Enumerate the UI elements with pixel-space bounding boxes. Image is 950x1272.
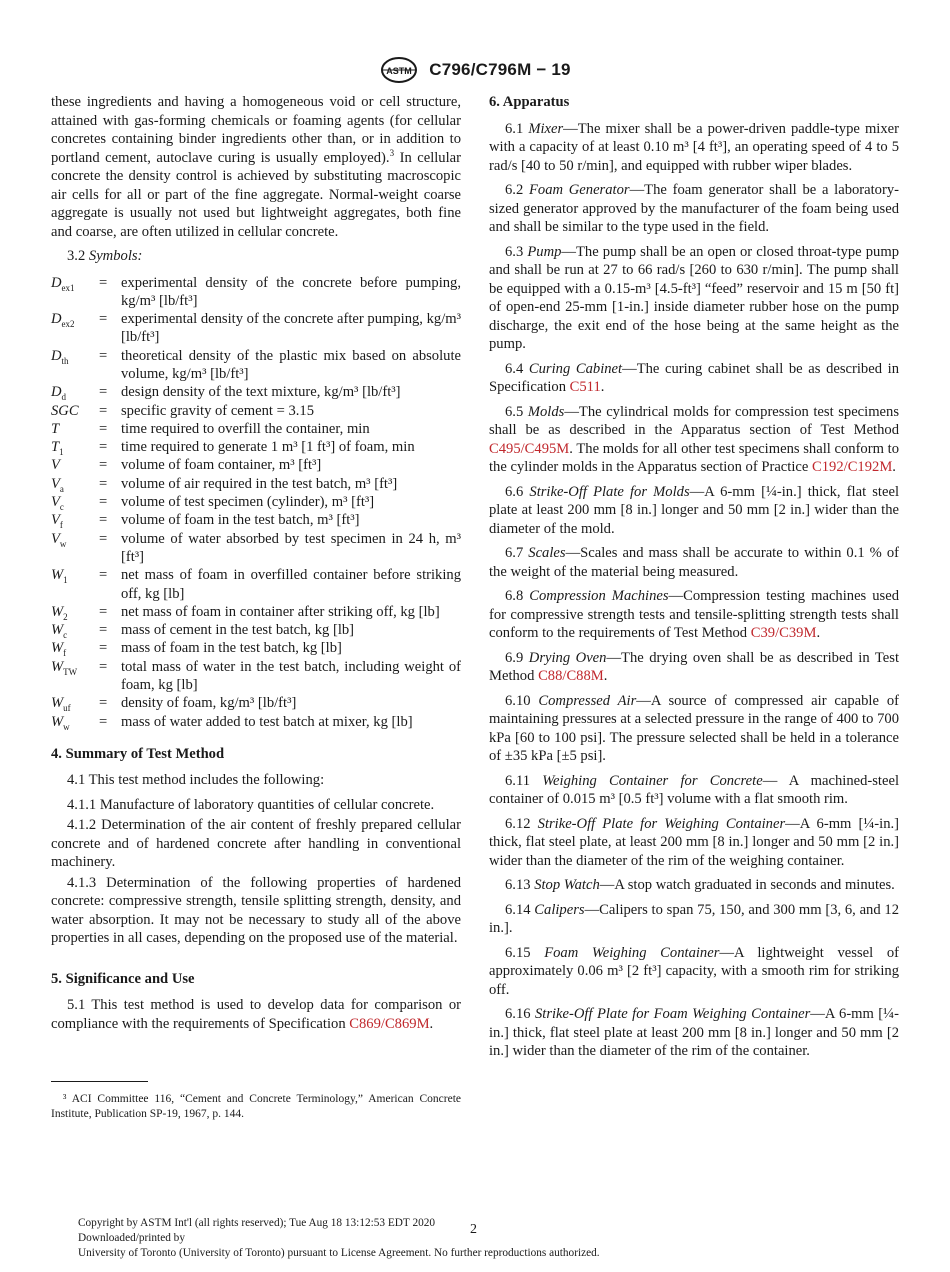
symbol-row	[51, 456, 461, 474]
symbol-equals: =	[99, 457, 108, 474]
symbol-row	[51, 347, 461, 384]
footnote-marker[interactable]: 3	[389, 147, 395, 158]
apparatus-item-title: Curing Cabinet	[528, 360, 623, 377]
symbol-row	[51, 493, 461, 511]
apparatus-item: 6.11 Weighing Container for Concrete— A machined-steel container of 0.015 m³ [0.5 ft³] volume with a flat smooth rim.	[489, 772, 899, 807]
right-column	[489, 93, 899, 1067]
symbol-row	[51, 475, 461, 493]
apparatus-item-title: Strike-Off Plate for Foam Weighing Container	[534, 1006, 811, 1022]
apparatus-item-title: Foam Weighing Container	[544, 944, 720, 961]
para-4-1-2: 4.1.2 Determination of the air content of freshly prepared cellular concrete and of hardened concrete after handling in conventional machinery.	[51, 817, 461, 871]
section-4-title: 4. Summary of Test Method	[51, 745, 225, 762]
copyright-line-1: Copyright by ASTM Int'l (all rights reserved); Tue Aug 18 13:12:53 EDT 2020	[78, 1217, 436, 1229]
symbol-row	[51, 274, 461, 311]
para-4-1: 4.1 This test method includes the following:	[67, 772, 325, 789]
symbol-equals: =	[99, 402, 108, 419]
symbol-row	[51, 310, 461, 347]
section-5-title: 5. Significance and Use	[51, 970, 195, 987]
symbol-name: $D_{ex1}$	[51, 274, 75, 293]
symbol-definition: mass of cement in the test batch, kg [lb]	[121, 622, 355, 639]
symbol-definition: experimental density of the concrete before pumping, kg/m³ [lb/ft³]	[121, 274, 461, 309]
symbol-definition: volume of water absorbed by test specimen in 24 h, m³ [ft³]	[121, 530, 461, 565]
symbol-row	[51, 530, 461, 567]
symbol-name: $W_f$	[51, 640, 67, 659]
symbol-row	[51, 713, 461, 731]
symbol-name: $W_c$	[51, 622, 68, 641]
ref-link[interactable]: C88/C88M	[538, 668, 604, 684]
symbol-equals: =	[99, 512, 108, 529]
apparatus-item: 6.3 Pump—The pump shall be an open or closed throat-type pump and shall be run at 27 to 66 rad/s [260 to 630 r/min]. The pump shall be equipped with a 0.15-m³ [4.5-ft³] “feed” reservoir and 15 m [50 ft] of open-end 25-mm [1-in.] inside diameter rubber hose on the pump discharge, the exit end of the hose being at the same height as the pump.	[489, 243, 899, 352]
apparatus-item: 6.10 Compressed Air—A source of compressed air capable of maintaining pressures at a selected pressure in the range of 400 to 700 kPa [60 to 100 psi]. The pressure selected shall be held in a tolerance of ±35 kPa [±5 psi].	[489, 692, 899, 764]
symbol-equals: =	[99, 640, 108, 657]
symbol-equals: =	[99, 658, 108, 675]
symbol-name: $T_1$	[51, 439, 64, 458]
symbol-row	[51, 603, 461, 621]
apparatus-item: 6.5 Molds—The cylindrical molds for compression test specimens shall be as described in the Apparatus section of Test Method C495/C495M. The molds for all other test specimens shall conform to the cylinder molds in the Apparatus section of Practice C192/C192M.	[489, 403, 900, 475]
apparatus-item-title: Scales	[528, 545, 566, 561]
apparatus-item-title: Mixer	[528, 120, 564, 137]
apparatus-item: 6.8 Compression Machines—Compression testing machines used for compressive strength tests and tensile-splitting strength tests shall conform to the requirements of Test Method C39/C39M.	[489, 588, 899, 641]
symbol-name: T	[51, 420, 60, 437]
symbol-row	[51, 402, 461, 420]
symbol-equals: =	[99, 603, 108, 620]
intro-paragraph: these ingredients and having a homogeneous void or cell structure, attained with gas-forming chemicals or foaming agents (for cellular concretes containing binder ingredients other than, or in addition to portland cement, autoclave curing is usually employed).$^3$ In cellular concrete the density control is achieved by substituting macroscopic air cells for all or part of the fine aggregate. Normal-weight coarse aggregate is usually not used but lightweight aggregates, both fine and coarse, are often utilized in cellular concrete.	[51, 94, 461, 240]
apparatus-item-title: Molds	[527, 403, 565, 420]
apparatus-item-title: Strike-Off Plate for Molds	[529, 483, 690, 500]
symbol-equals: =	[99, 713, 108, 730]
ref-link[interactable]: C511	[569, 379, 601, 395]
para-4-1-1: 4.1.1 Manufacture of laboratory quantities of cellular concrete.	[67, 796, 435, 813]
apparatus-item-title: Pump	[527, 243, 562, 260]
ref-link-c869[interactable]: C869/C869M	[349, 1015, 430, 1032]
para-5-1: 5.1 This test method is used to develop data for comparison or compliance with the requirements of Specification C869/C869M.	[51, 997, 461, 1032]
symbol-equals: =	[99, 439, 108, 456]
symbol-equals: =	[99, 695, 108, 712]
symbol-definition: volume of air required in the test batch, m³ [ft³]	[121, 475, 398, 492]
symbols-heading: 3.2 Symbols:	[67, 248, 143, 264]
symbol-name: $W_{TW}$	[51, 658, 78, 677]
ref-link[interactable]: C495/C495M	[489, 440, 570, 457]
symbol-row	[51, 438, 461, 456]
symbol-name: $D_{ex2}$	[51, 311, 75, 329]
symbol-name: $W_{uf}$	[51, 695, 71, 714]
symbol-definition: time required to generate 1 m³ [1 ft³] of foam, min	[121, 439, 415, 456]
symbol-definition: experimental density of the concrete after pumping, kg/m³ [lb/ft³]	[121, 311, 461, 346]
symbol-row	[51, 639, 461, 657]
symbol-equals: =	[99, 420, 108, 437]
page-header	[0, 56, 950, 84]
apparatus-item-title: Compressed Air	[538, 692, 637, 709]
symbol-equals: =	[99, 384, 108, 401]
apparatus-item-title: Drying Oven	[528, 649, 607, 666]
apparatus-item: 6.9 Drying Oven—The drying oven shall be as described in Test Method C88/C88M.	[489, 649, 899, 684]
symbol-definition: time required to overfill the container, min	[121, 420, 370, 437]
symbol-row	[51, 694, 461, 712]
copyright-line-2: Downloaded/printed by	[78, 1232, 185, 1244]
apparatus-item-title: Weighing Container for Concrete	[542, 772, 763, 789]
apparatus-item: 6.12 Strike-Off Plate for Weighing Container—A 6-mm [¼-in.] thick, flat steel plate, at least 200 mm [8 in.] longer and 50 mm [2 in.] wider than the diameter of the rim of the weighing container.	[489, 815, 899, 869]
symbol-definition: net mass of foam in container after striking off, kg [lb]	[121, 603, 440, 620]
symbol-name: SGC	[51, 402, 79, 419]
apparatus-item: 6.15 Foam Weighing Container—A lightweight vessel of approximately 0.06 m³ [2 ft³] capacity, with a smooth rim for striking off.	[489, 944, 899, 998]
symbol-definition: mass of water added to test batch at mixer, kg [lb]	[121, 713, 413, 730]
symbol-row	[51, 566, 461, 603]
symbol-name: $V_w$	[51, 530, 67, 549]
apparatus-item: 6.1 Mixer—The mixer shall be a power-driven paddle-type mixer with a capacity of at least 0.10 m³ [4 ft³], an operating speed of 4 to 5 rad/s [40 to 50 r/min], and equipped with rubber wiper blades.	[489, 120, 899, 174]
apparatus-item-title: Calipers	[534, 901, 585, 918]
copyright-line-3: University of Toronto (University of Toronto) pursuant to License Agreement. No further reproductions authorized.	[78, 1247, 600, 1259]
apparatus-item-title: Stop Watch	[534, 877, 600, 893]
symbol-row	[51, 383, 461, 401]
symbol-name: $W_2$	[51, 603, 68, 622]
symbol-name: $W_1$	[51, 567, 68, 586]
symbol-name: $W_w$	[51, 713, 70, 732]
apparatus-item: 6.4 Curing Cabinet—The curing cabinet shall be as described in Specification C511.	[489, 360, 899, 395]
apparatus-item: 6.13 Stop Watch—A stop watch graduated in seconds and minutes.	[505, 877, 895, 893]
symbol-definition: volume of test specimen (cylinder), m³ [ft³]	[121, 494, 375, 511]
symbol-definition: net mass of foam in overfilled container before striking off, kg [lb]	[121, 567, 461, 602]
symbol-row	[51, 658, 461, 695]
symbol-definition: volume of foam container, m³ [ft³]	[121, 457, 322, 474]
symbol-name: $V_f$	[51, 512, 63, 531]
symbol-definition: theoretical density of the plastic mix based on absolute volume, kg/m³ [lb/ft³]	[121, 347, 461, 382]
footnote-rule	[51, 1081, 148, 1082]
symbol-equals: =	[99, 475, 108, 492]
symbol-equals: =	[99, 274, 108, 291]
apparatus-item: 6.16 Strike-Off Plate for Foam Weighing Container—A 6-mm [¼-in.] thick, flat steel plate at least 200 mm [8 in.] longer and 50 mm [2 in.] wider than the diameter of the rim of the container.	[489, 1006, 899, 1059]
symbol-row	[51, 621, 461, 639]
logo-text: ASTM	[386, 66, 413, 76]
symbol-name: $V_c$	[51, 494, 64, 512]
ref-link-c192[interactable]: C192/C192M	[812, 459, 893, 475]
symbol-definition: design density of the text mixture, kg/m³ [lb/ft³]	[121, 384, 401, 401]
apparatus-item: 6.14 Calipers—Calipers to span 75, 150, and 300 mm [3, 6, and 12 in.].	[489, 901, 899, 936]
symbol-equals: =	[99, 567, 108, 584]
symbol-definition: mass of foam in the test batch, kg [lb]	[121, 640, 342, 657]
apparatus-item: 6.2 Foam Generator—The foam generator shall be a laboratory-sized generator approved by the manufacturer of the foam being used and shall be similar to the type used in the field.	[489, 182, 899, 235]
apparatus-item: 6.7 Scales—Scales and mass shall be accurate to within 0.1 % of the weight of the material being measured.	[489, 545, 899, 580]
symbol-definition: specific gravity of cement = 3.15	[121, 402, 315, 419]
symbol-definition: volume of foam in the test batch, m³ [ft³]	[121, 512, 360, 529]
apparatus-item: 6.6 Strike-Off Plate for Molds—A 6-mm [¼-in.] thick, flat steel plate at least 200 mm [8 in.] longer and 50 mm [2 in.] wider than the diameter of the mold.	[489, 483, 900, 537]
symbol-equals: =	[99, 622, 108, 639]
section-6-title: 6. Apparatus	[489, 94, 570, 110]
left-column	[51, 93, 461, 1122]
symbol-name: V	[51, 457, 60, 474]
apparatus-list	[489, 120, 899, 1061]
symbol-definition: density of foam, kg/m³ [lb/ft³]	[121, 695, 297, 712]
symbol-equals: =	[99, 494, 108, 511]
copyright-notice	[78, 1216, 600, 1261]
symbol-definition: total mass of water in the test batch, including weight of foam, kg [lb]	[121, 658, 461, 694]
page-number: 2	[470, 1222, 477, 1237]
symbol-equals: =	[99, 311, 108, 328]
apparatus-item-title: Foam Generator	[528, 182, 630, 198]
apparatus-item-title: Compression Machines	[529, 588, 669, 604]
apparatus-item-title: Strike-Off Plate for Weighing Container	[537, 815, 786, 832]
footnote-3: ³ ACI Committee 116, “Cement and Concrete Terminology,” American Concrete Institute, Publication SP-19, 1967, p. 144.	[51, 1093, 461, 1121]
ref-link[interactable]: C39/C39M	[750, 625, 817, 641]
astm-logo-icon	[379, 56, 419, 84]
symbol-equals: =	[99, 530, 108, 547]
symbol-name: $D_d$	[51, 384, 67, 403]
symbol-name: $V_a$	[51, 475, 64, 494]
symbol-row	[51, 511, 461, 529]
document-id: C796/C796M − 19	[429, 60, 571, 79]
para-4-1-3: 4.1.3 Determination of the following properties of hardened concrete: compressive strength, tensile splitting strength, density, and water absorption. It may not be necessary to study all of the above properties in all cases, depending on the proposed use of the material.	[51, 874, 461, 947]
symbols-table	[51, 274, 461, 731]
symbol-row	[51, 420, 461, 438]
symbol-name: $D_{th}$	[51, 347, 69, 366]
symbol-equals: =	[99, 347, 108, 364]
